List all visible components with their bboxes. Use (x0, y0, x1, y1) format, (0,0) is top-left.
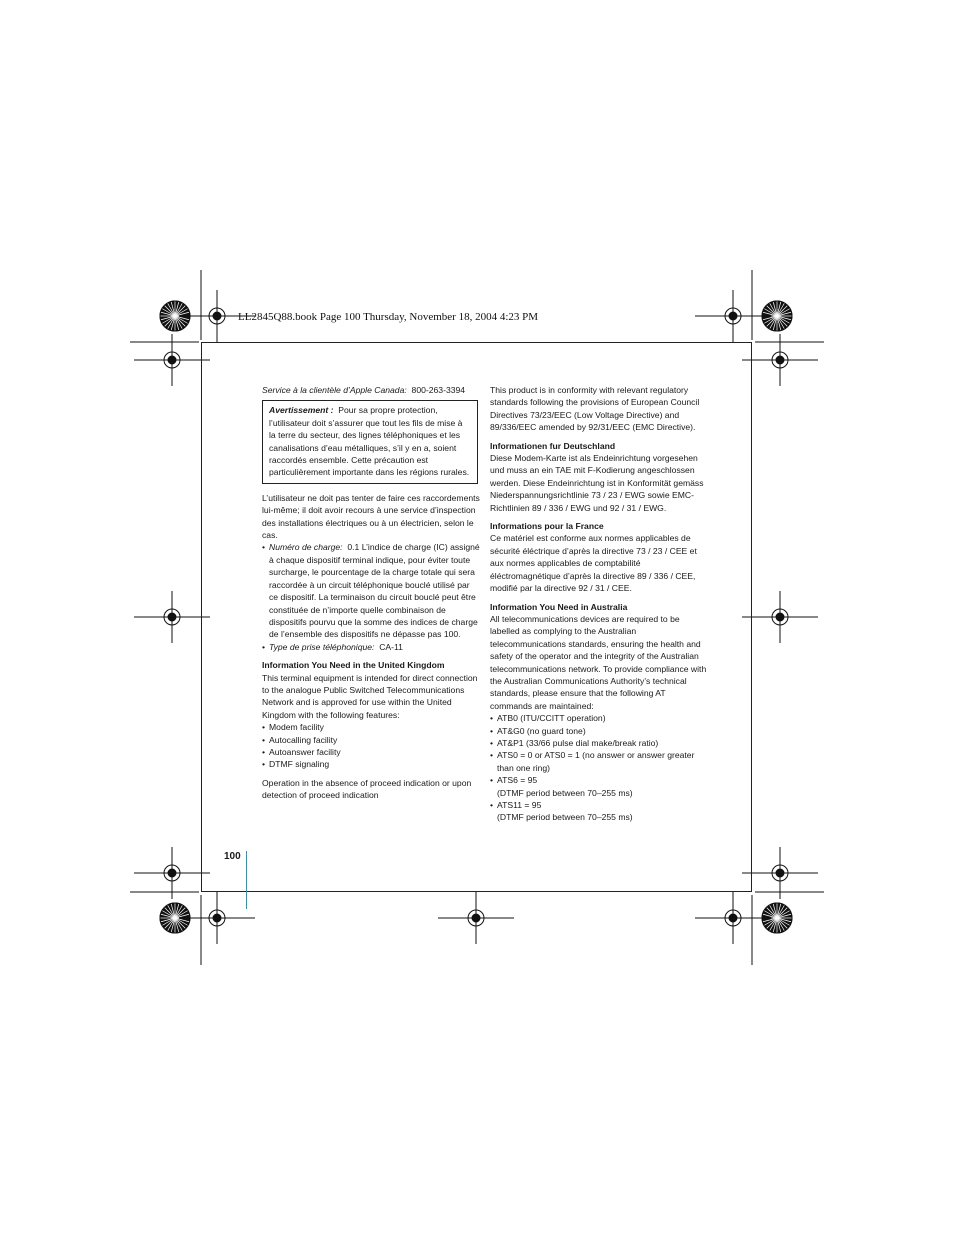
list-item (262, 641, 480, 653)
charge-bullets (262, 541, 480, 653)
at-commands-list (490, 712, 708, 824)
list-item: • AT&G0 (no guard tone) (490, 725, 708, 737)
page-number: 100 (224, 851, 241, 862)
france-heading: Informations pour la France (490, 521, 604, 532)
list-item: • AT&P1 (33/66 pulse dial make/break ratio) (490, 737, 708, 749)
warning-box (262, 400, 478, 483)
conformity-intro: This product is in conformity with relevant regulatory standards following the provisions of European Council Directives 73/23/EEC (Low Voltage Directive) and 89/336/EEC amended by 92/31/EEC (EMC Directive). (490, 385, 700, 433)
plug-type-label: Type de prise téléphonique: (269, 641, 375, 652)
service-label: Service à la clientèle d’Apple Canada: (262, 385, 407, 395)
list-item: • ATS11 = 95 (DTMF period between 70–255 ms) (490, 799, 708, 824)
germany-heading: Informationen fur Deutschland (490, 440, 616, 451)
book-header-line: LL2845Q88.book Page 100 Thursday, November 18, 2004 4:23 PM (238, 311, 539, 323)
list-item: • ATS6 = 95 (DTMF period between 70–255 ms) (490, 774, 708, 799)
list-item: • Autocalling facility (262, 734, 480, 746)
list-item: • Modem facility (262, 721, 480, 733)
left-column (262, 384, 480, 802)
list-item: • ATB0 (ITU/CCITT operation) (490, 712, 708, 724)
list-item: • Autoanswer facility (262, 746, 480, 758)
warning-text: Pour sa propre protection, l’utilisateur doit s’assurer que tout les fils de mise à la terre du secteur, des lignes téléphoniques et les canalisations d’eau métalliques, s’il y en a, soient raccordés ensemble. Cette précaution est particulièrement importante dans les régions rurales. (269, 405, 470, 478)
germany-text: Diese Modem-Karte ist als Endeinrichtung vorgesehen und muss an ein TAE mit F-Kodierung angeschlossen werden. Diese Endeinrichtung ist in Konformität gemäss Niederspannungsrichtlinie 73 / 23 / EWG sowie EMC-Richtlinien 89 / 336 / EWG und 92 / 31 / EWG. (490, 453, 704, 513)
uk-text: This terminal equipment is intended for direct connection to the analogue Public Switched Telecommunications Network and is approved for use within the United Kingdom with the following features: (262, 672, 478, 720)
uk-footer: Operation in the absence of proceed indication or upon detection of proceed indication (262, 777, 472, 801)
connection-paragraph: L’utilisateur ne doit pas tenter de faire ces raccordements lui-même; il doit avoir recours à une service d’inspection des installations électriques ou à un électricien, selon le cas. (262, 492, 480, 541)
australia-heading: Information You Need in Australia (490, 601, 628, 612)
france-text: Ce matériel est conforme aux normes applicables de sécurité éléctrique d’après la directive 73 / 23 / CEE et aux normes applicables de comptabilité éléctromagnétique d’après la directive 89 / 336 / CEE, modifié par la directive 92 / 31 / CEE. (490, 533, 697, 594)
list-item: • ATS0 = 0 or ATS0 = 1 (no answer or answer greater than one ring) (490, 749, 708, 774)
page-number-rule (246, 851, 247, 909)
right-column (490, 384, 708, 824)
list-item: • DTMF signaling (262, 758, 480, 770)
warning-label: Avertissement : (269, 405, 334, 416)
service-phone: 800-263-3394 (411, 385, 466, 395)
service-line (262, 384, 480, 396)
uk-features-list (262, 721, 480, 771)
plug-type-value: CA-11 (379, 641, 403, 652)
charge-label: Numéro de charge: (269, 542, 343, 553)
list-item (262, 541, 480, 640)
uk-heading: Information You Need in the United Kingdom (262, 660, 445, 671)
australia-text: All telecommunications devices are required to be labelled as complying to the Australian telecommunications standards, ensuring the health and safety of the operator and the integrity of the Australian telecommunications network. To provide compliance with the Australian Communications Authority’s technical standards, please ensure that the following AT commands are maintained: (490, 613, 707, 711)
charge-text: 0.1 L’indice de charge (IC) assigné à chaque dispositif terminal indique, pour éviter toute surcharge, le pourcentage de la charge totale qui sera raccordée à un circuit téléphonique bouclé utilisé par ce dispositif. La terminaison du circuit bouclé peut être constituée de n’importe quelle combinaison de dispositifs pourvu que la somme des indices de charge de l’ensemble des dispositifs ne dépasse pas 100. (269, 542, 480, 640)
